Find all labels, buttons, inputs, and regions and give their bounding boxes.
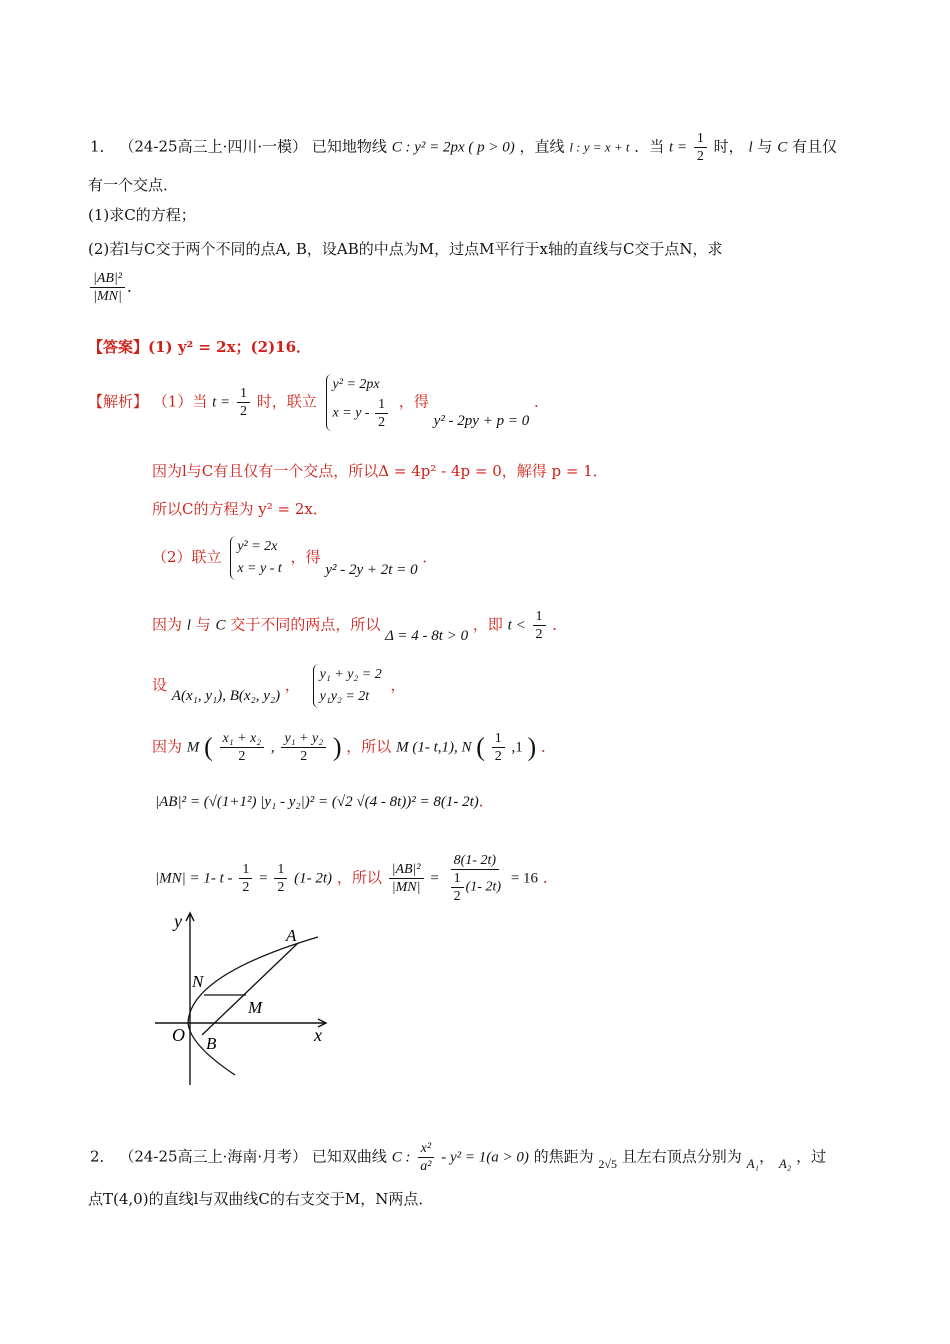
- sol-dot-2: ．: [422, 548, 438, 566]
- label-A: A: [286, 926, 297, 945]
- answer-text: (1) y² = 2x；(2)16．: [148, 338, 312, 356]
- solution-line9: [155, 852, 558, 905]
- label-N: N: [192, 972, 204, 991]
- sol-dot-6: ．: [542, 868, 558, 887]
- q1-l: l: [748, 139, 753, 156]
- sol-big-frac-right: 8(1- 2t) $\frac{1}{2}$ (1- 2t): [446, 852, 504, 905]
- q2-C: C :: [391, 1149, 411, 1166]
- q2-focal: 2√5: [598, 1156, 618, 1171]
- q1-stem-line1: [90, 130, 837, 165]
- q1-stem-line2: 有一个交点．: [88, 176, 179, 194]
- sol-s9-c: ，所以: [336, 868, 382, 887]
- sol-s5-l: l: [186, 617, 191, 634]
- sol-s5-b: 交于不同的两点，所以: [230, 615, 381, 634]
- q2-frac-x2-a2: $\frac{\text{x²}}{\text{a²}}$: [417, 1140, 434, 1175]
- q1-stem-d: 时，: [713, 137, 744, 156]
- q1-ratio: $\frac{\text{|AB|²}}{|MN|}$ ．: [88, 270, 142, 305]
- sol-s4-b: ，得: [290, 548, 321, 566]
- sol-s5-C: C: [215, 617, 226, 634]
- solution-line2: 因为l与C有且仅有一个交点，所以Δ = 4p² - 4p = 0，解得 p = 1．: [152, 462, 608, 480]
- sol-dot-1: ．: [534, 392, 550, 411]
- sol-big-frac-left: $\frac{\text{|AB|²}}{|MN|}$: [389, 861, 424, 896]
- system-3: y₁ + y₂ = 2 y₁y₂ = 2t: [313, 664, 382, 708]
- q1-yu: 与: [757, 137, 773, 156]
- solution-line3: 所以C的方程为 y² = 2x．: [152, 500, 328, 518]
- q1-ratio-frac: $\frac{\text{|AB|²}}{|MN|}$: [90, 270, 125, 305]
- q1-part1: (1)求C的方程；: [88, 206, 196, 224]
- sol-s7-b: ，所以: [346, 737, 392, 756]
- q2-stem-line1: 2． （24-25高三上·海南·月考） 已知双曲线 C : $\frac{\text{x²}}{\text{a²}}$ - y² = 1(a > 0) 的焦距为 $_{2√5}$ 且左右顶点分别为 A₁， A₂ ，过: [90, 1141, 827, 1174]
- sol-s7-one: ,1: [511, 739, 523, 756]
- q2-stem-a: 已知双曲线: [311, 1147, 387, 1166]
- sol-s6-a: 设: [152, 676, 168, 694]
- q2-source: （24-25高三上·海南·月考）: [119, 1147, 308, 1166]
- sol-s4-a: （2）联立: [152, 548, 222, 566]
- sol-dot-5: ．: [478, 792, 494, 810]
- sol-frac-mid-x: $\frac{\text{x₁ + x₂}}{2}$: [220, 730, 265, 765]
- label-B: B: [206, 1034, 217, 1053]
- sol-s5-c: ，即: [472, 615, 503, 634]
- sol-s5-a: 因为: [152, 615, 183, 634]
- solution-line1: [88, 374, 549, 431]
- sol-s9-eq-2: =: [430, 870, 439, 887]
- q1-part2: (2)若l与C交于两个不同的点A, B，设AB的中点为M，过点M平行于x轴的直线与C交于点N，求: [88, 240, 723, 258]
- sol-frac-half-3: $\frac{1}{2}$: [492, 730, 505, 765]
- sol-s8: |AB|² = (√(1+1²) |y₁ - y₂|)² = (√2 √(4 - 8t))² = 8(1- 2t): [155, 794, 479, 810]
- line-AB: [202, 943, 298, 1035]
- sol-s5-t: t <: [507, 617, 526, 634]
- q1-C: C: [777, 139, 788, 156]
- system-2: y² = 2x x = y - t: [230, 536, 281, 580]
- sol-frac-half-5: $\frac{1}{2}$: [274, 861, 287, 896]
- q1-frac-half: $\frac{1}{2}$: [694, 130, 707, 165]
- label-y: y: [174, 911, 182, 931]
- sol-s1-c: ，得: [398, 392, 429, 411]
- q2-A2: A₂: [778, 1155, 792, 1171]
- q1-stem-e: 有且仅: [791, 137, 837, 156]
- q2-stem-d: ，过: [796, 1147, 827, 1166]
- label-M: M: [248, 998, 263, 1017]
- sol-s7-M: M: [186, 739, 200, 756]
- label-x: x: [314, 1025, 322, 1045]
- q2-stem-line2: 点T(4,0)的直线l与双曲线C的右支交于M，N两点．: [88, 1190, 434, 1208]
- sol-s7-a: 因为: [152, 737, 183, 756]
- q2-stem-b: 的焦距为: [533, 1147, 594, 1166]
- q1-eq-line: l : y = x + t: [569, 139, 630, 155]
- solution-line4: [152, 536, 437, 580]
- sol-s5-yu: 与: [195, 615, 211, 634]
- parabola-figure: [150, 905, 340, 1090]
- q1-source: （24-25高三上·四川·一模）: [119, 137, 308, 156]
- q2-A1: A₁: [746, 1155, 760, 1171]
- sol-s7-MN: M (1- t,1), N: [396, 739, 472, 756]
- solution-label: 【解析】: [88, 392, 149, 411]
- sol-s6-pts: A(x₁, y₁), B(x₂, y₂): [171, 688, 281, 704]
- solution-line7: 因为 M ( $\frac{\text{x₁ + x₂}}{2}$ , $\frac{\text{y₁ + y₂}}{2}$ ) ，所以 M (1- t,1), N ( $\frac{1}{2}$ ,1 ) ．: [152, 731, 557, 764]
- sol-frac-half-1: $\frac{1}{2}$: [237, 385, 250, 420]
- q2-number: 2．: [90, 1147, 115, 1166]
- q1-stem-c: ．当: [634, 137, 665, 156]
- sol-s9-res: = 16: [510, 870, 539, 887]
- answer-line: [88, 336, 311, 358]
- sol-comma-2: ，: [390, 676, 406, 694]
- sol-t-eq: t =: [212, 394, 231, 411]
- q1-eq-parabola: C : y² = 2px ( p > 0): [391, 139, 515, 156]
- q1-number: 1．: [90, 137, 115, 156]
- system-1: y² = 2px x = y - $\frac{1}{2}$: [326, 374, 391, 431]
- sol-s9-b: (1- 2t): [294, 870, 333, 887]
- solution-line5: [152, 608, 567, 643]
- sol-s9-a: |MN| = 1- t -: [155, 870, 233, 887]
- label-O: O: [172, 1025, 185, 1045]
- sol-frac-half-2: $\frac{1}{2}$: [533, 608, 546, 643]
- sol-s1-eq: y² - 2py + p = 0: [433, 412, 530, 429]
- q1-stem-a: 已知地物线: [311, 137, 387, 156]
- q2-stem-c: 且左右顶点分别为: [621, 1147, 742, 1166]
- q1-stem-b: ，直线: [519, 137, 565, 156]
- sol-dot-4: ．: [541, 737, 557, 756]
- q2-stem-eq: - y² = 1(a > 0): [441, 1149, 529, 1166]
- sol-s9-eq: =: [259, 870, 268, 887]
- sol-s1-a: （1）当: [152, 392, 208, 411]
- sol-frac-mid-y: $\frac{\text{y₁ + y₂}}{2}$: [281, 730, 326, 765]
- sol-comma-1: ，: [284, 676, 300, 694]
- sol-s1-b: 时，联立: [256, 392, 317, 411]
- answer-label: 【答案】: [88, 338, 149, 356]
- sol-s4-eq: y² - 2y + 2t = 0: [325, 562, 418, 578]
- solution-line6: [152, 664, 406, 708]
- sol-frac-half-4: $\frac{1}{2}$: [239, 861, 252, 896]
- sol-dot-3: ．: [552, 615, 568, 634]
- sol-s5-delta: Δ = 4 - 8t > 0: [385, 627, 469, 644]
- q1-t-eq: t =: [669, 139, 688, 156]
- solution-line8: [155, 790, 494, 813]
